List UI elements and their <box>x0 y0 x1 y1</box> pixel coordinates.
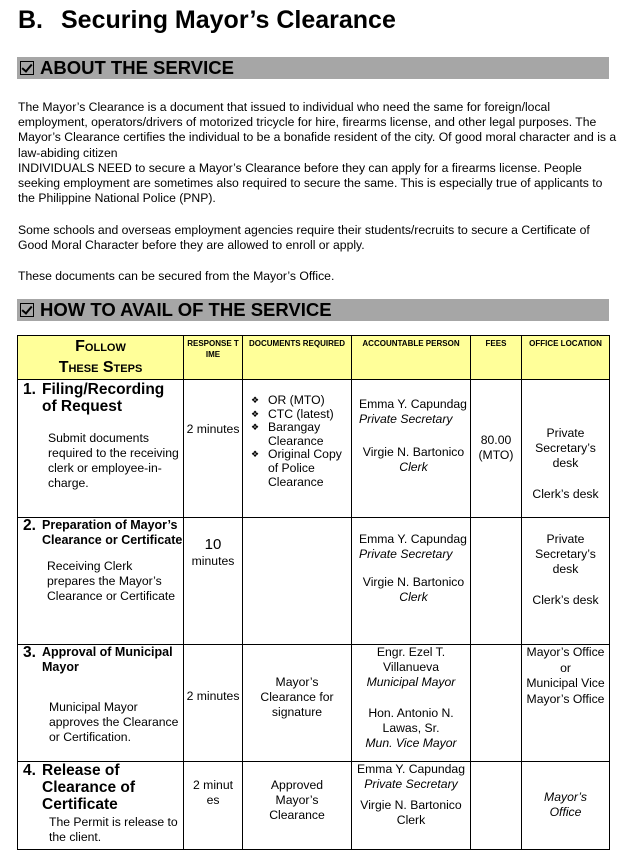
office-cell <box>522 380 610 518</box>
response-time-value: 10 <box>204 536 222 553</box>
about-paragraph-2: INDIVIDUALS NEED to secure a Mayor’s Clearance before they can apply for a firearms license. People seeking employment are sometimes also required to secure the same. This is especially true of applicants to the Philippine National Police (PNP). <box>18 161 603 206</box>
table-header-row <box>18 336 610 380</box>
fees-cell <box>471 518 522 645</box>
person-role: Clerk <box>396 812 426 827</box>
list-item: ❖ Barangay Clearance <box>251 421 351 448</box>
about-paragraph-3: Some schools and overseas employment agencies require their students/recruits to secure a Certificate of Good Moral Character before they are allowed to enroll or apply. <box>18 223 590 253</box>
steps-table <box>17 335 610 850</box>
step-title-text: Release of Clearance of Certificate <box>42 762 136 813</box>
person-cell <box>352 762 471 850</box>
office-location: Mayor’s Office <box>526 645 605 659</box>
about-paragraph-1: The Mayor’s Clearance is a document that issued to individual who need the same for foreign/local employment, operators/drivers of motorized tricycle for hire, firearms license, and other legal purposes. The Mayor’s Clearance certifies the individual to be a bonafide resident of the city. Of good moral character and is a law-abiding citizen <box>18 100 617 160</box>
about-paragraph-4: These documents can be secured from the Mayor’s Office. <box>18 269 335 283</box>
office-location: Private Secretary’s desk <box>535 532 596 576</box>
about-heading: ABOUT THE SERVICE <box>40 57 234 78</box>
table-row <box>18 645 610 762</box>
response-time: 2 minutes <box>184 645 243 762</box>
list-item: ❖ Original Copy of Police Clearance <box>251 448 351 489</box>
header-follow-steps <box>18 336 184 380</box>
step-description: Receiving Clerk prepares the Mayor’s Clearance or Certificate <box>47 559 176 603</box>
person-cell <box>352 518 471 645</box>
header-response-time: RESPONSE TIME <box>184 336 243 380</box>
person-name: Engr. Ezel T. Villanueva <box>376 645 446 674</box>
response-time-cell <box>184 518 243 645</box>
header-accountable-person: ACCOUNTABLE PERSON <box>352 336 471 380</box>
person-role: Municipal Mayor <box>366 675 456 689</box>
step-title-text: Filing/Recording of Request <box>42 381 165 415</box>
response-time: 2 minutes <box>184 380 243 518</box>
step-cell <box>18 762 184 850</box>
howto-section-header <box>17 299 609 321</box>
person-cell <box>352 380 471 518</box>
documents-cell <box>243 380 352 518</box>
step-title-text: Preparation of Mayor’s Clearance or Certificate <box>42 518 183 547</box>
step-cell <box>18 645 184 762</box>
response-time: 2 minutes <box>184 762 243 850</box>
person-role: Clerk <box>399 590 428 604</box>
table-row <box>18 518 610 645</box>
header-fees: FEES <box>471 336 522 380</box>
person-cell <box>352 645 471 762</box>
person-name: Virgie N. Bartonico <box>360 798 462 812</box>
office-location: Mayor’s Office <box>522 762 610 850</box>
step-number: 1. <box>23 381 36 398</box>
person-name: Virgie N. Bartonico <box>362 575 465 589</box>
step-title <box>18 380 183 415</box>
table-row <box>18 762 610 850</box>
documents-cell <box>243 518 352 645</box>
person-name: Emma Y. Capundag <box>359 532 467 546</box>
documents-value: Approved Mayor’s Clearance <box>243 762 352 850</box>
howto-heading: HOW TO AVAIL OF THE SERVICE <box>40 299 332 320</box>
office-cell <box>522 518 610 645</box>
section-letter: B. <box>18 6 43 34</box>
header-office-location: OFFICE LOCATION <box>522 336 610 380</box>
office-location: Municipal Vice Mayor’s Office <box>526 676 605 706</box>
checkbox-icon <box>20 303 34 317</box>
step-cell <box>18 518 184 645</box>
list-item: ❖ OR (MTO) <box>251 394 351 408</box>
list-item: ❖ CTC (latest) <box>251 408 351 422</box>
fees-cell <box>471 762 522 850</box>
about-section-header <box>17 57 609 79</box>
step-title-text: Approval of Municipal Mayor <box>42 645 173 674</box>
office-or: or <box>560 660 571 675</box>
person-role: Mun. Vice Mayor <box>365 736 457 750</box>
office-location: Clerk’s desk <box>532 487 599 501</box>
step-title <box>18 762 183 813</box>
header-follow-line2: These Steps <box>58 359 143 376</box>
step-title <box>18 645 183 675</box>
person-role: Clerk <box>399 460 428 474</box>
person-name: Hon. Antonio N. Lawas, Sr. <box>368 706 454 735</box>
person-role: Private Secretary <box>359 547 453 561</box>
documents-value: Mayor’s Clearance for signature <box>243 645 352 762</box>
person-name: Emma Y. Capundag <box>357 762 465 776</box>
documents-list <box>243 380 351 489</box>
office-location: Private Secretary’s desk <box>535 426 596 470</box>
step-description: Municipal Mayor approves the Clearance or Certification. <box>49 700 179 744</box>
step-cell <box>18 380 184 518</box>
step-number: 3. <box>23 644 36 661</box>
checkbox-icon <box>20 61 34 75</box>
person-role: Private Secretary <box>364 776 458 791</box>
fees-cell <box>471 645 522 762</box>
step-number: 4. <box>23 762 36 779</box>
step-description: Submit documents required to the receiving clerk or employee-in-charge. <box>48 431 179 490</box>
step-number: 2. <box>23 517 36 534</box>
step-title <box>18 518 183 548</box>
fees-value: 80.00 (MTO) <box>471 380 522 518</box>
title-text: Securing Mayor’s Clearance <box>61 6 396 34</box>
office-cell <box>522 645 610 762</box>
person-role: Private Secretary <box>359 412 453 426</box>
step-description: The Permit is release to the client. <box>49 815 178 844</box>
header-documents-required: DOCUMENTS REQUIRED <box>243 336 352 380</box>
page-title <box>18 6 396 35</box>
header-follow-line1: Follow <box>75 338 126 355</box>
response-time-unit: minutes <box>191 554 235 568</box>
person-name: Virgie N. Bartonico <box>362 445 465 459</box>
table-row <box>18 380 610 518</box>
office-location: Clerk’s desk <box>532 593 599 607</box>
person-name: Emma Y. Capundag <box>359 397 467 411</box>
